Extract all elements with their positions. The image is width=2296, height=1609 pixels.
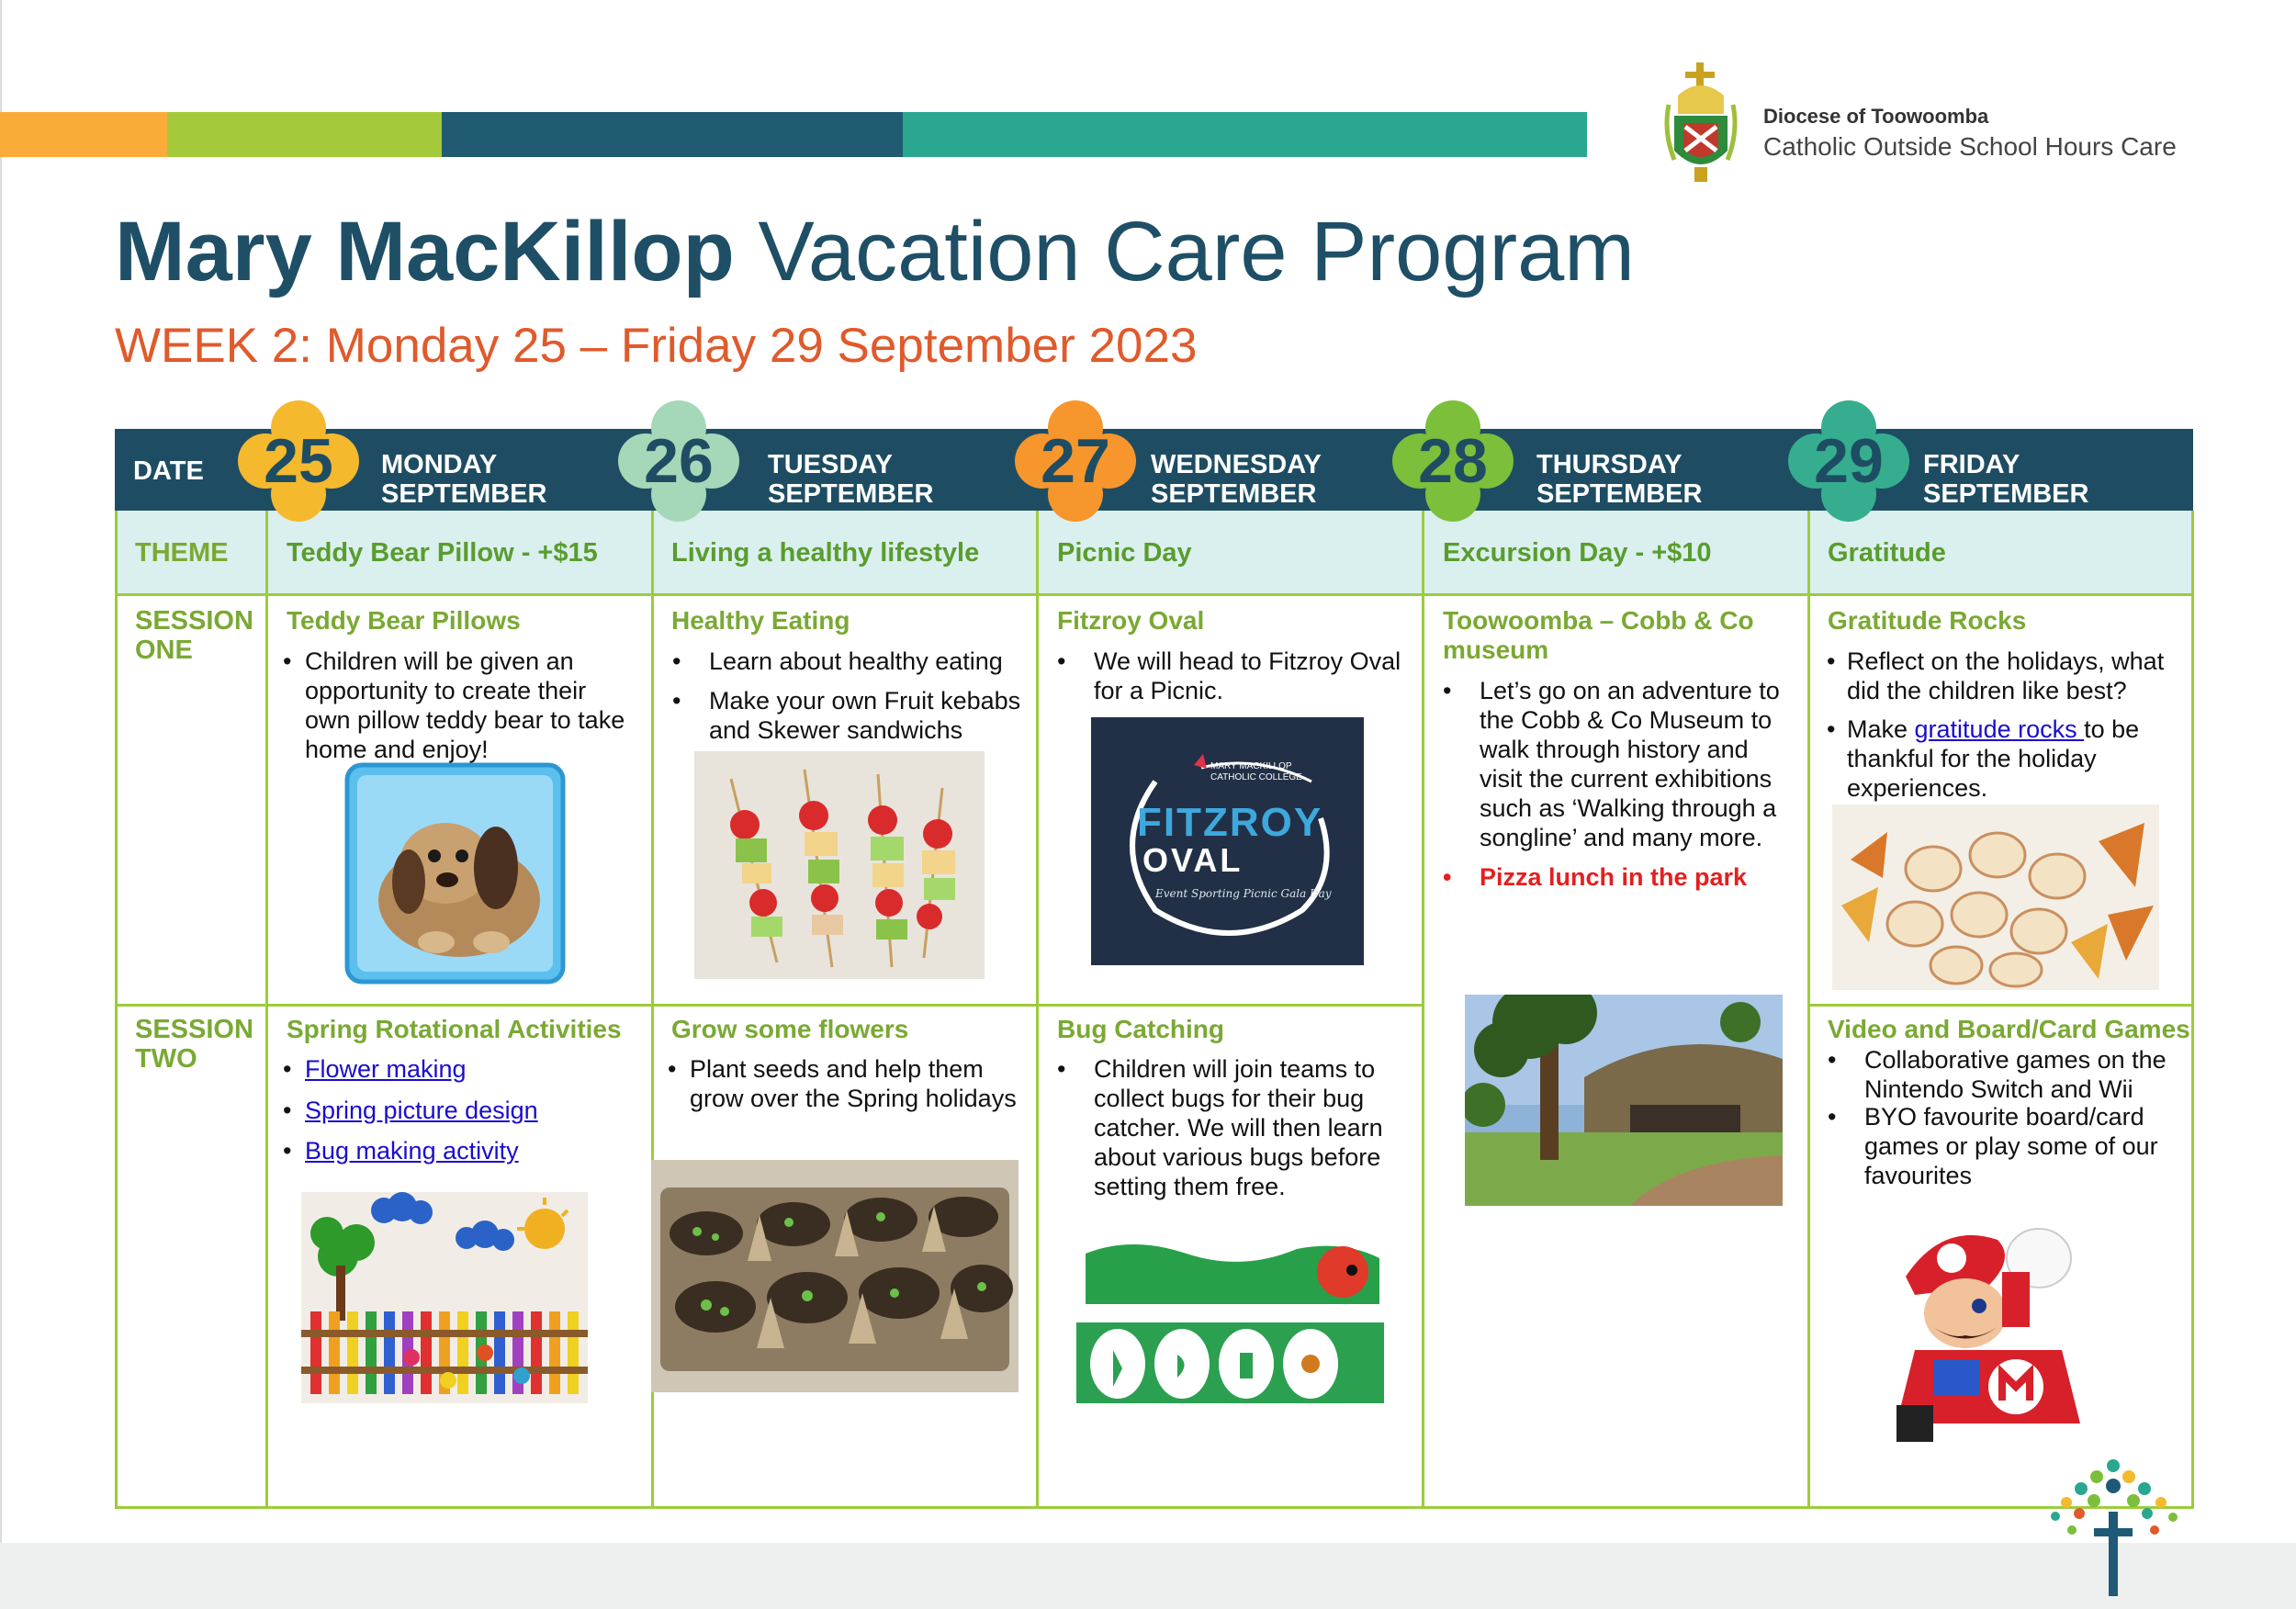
- activity-link-item: [283, 1136, 519, 1165]
- bullet-text: Pizza lunch in the park: [1480, 863, 1748, 891]
- grid-line: [115, 1004, 1424, 1007]
- logo-line-2: OVAL: [1142, 841, 1244, 879]
- day-label: TUESDAY: [768, 450, 893, 479]
- bullet-text: We will head to Fitzroy Oval for a Picnic.: [1094, 647, 1401, 704]
- day-name-tuesday: [768, 450, 933, 509]
- stripe-green: [167, 112, 442, 157]
- bullet-item: [1443, 862, 1796, 892]
- stripe-orange: [0, 112, 167, 157]
- bullet-text: to be thankful for the holiday experiences.: [1847, 715, 2140, 802]
- grid-line: [115, 511, 118, 1509]
- session-one-label: [135, 606, 253, 665]
- grid-line: [1036, 511, 1039, 1509]
- date-number: 27: [1041, 426, 1110, 496]
- bullet-icon: •: [672, 647, 681, 675]
- bullet-icon: •: [283, 647, 292, 675]
- theme-label: THEME: [135, 538, 229, 568]
- bullet-icon: •: [1828, 1046, 1837, 1074]
- logo-small-text: MARY MACKILLOP CATHOLIC COLLEGE: [1210, 761, 1302, 782]
- pillow-pet-image: [344, 762, 566, 985]
- grid-line: [1807, 511, 1810, 1509]
- bullet-item: [1827, 714, 2178, 803]
- gratitude-rocks-link[interactable]: gratitude rocks: [1914, 715, 2085, 743]
- session-label-line: ONE: [135, 636, 193, 665]
- date-label: DATE: [133, 456, 204, 486]
- day-label: WEDNESDAY: [1151, 450, 1322, 479]
- bullet-text: Plant seeds and help them grow over the Spring holidays: [690, 1055, 1017, 1112]
- bullet-text: Children will be given an opportunity to create their own pillow teddy bear to take home and enjoy!: [305, 647, 625, 763]
- bullet-item: [672, 686, 1021, 745]
- bullet-icon: •: [1443, 677, 1452, 704]
- page-edge: [0, 0, 2, 1609]
- session-label-line: TWO: [135, 1044, 197, 1074]
- day-label: FRIDAY: [1923, 450, 2020, 479]
- stripe-navy: [442, 112, 903, 157]
- bullet-text: Reflect on the holidays, what did the children like best?: [1847, 647, 2165, 704]
- bullet-item: [668, 1054, 1020, 1113]
- day-label: MONDAY: [381, 450, 498, 479]
- bullet-icon: •: [668, 1055, 677, 1083]
- bullet-text: Make your own Fruit kebabs and Skewer sandwichs: [709, 687, 1021, 744]
- session-heading: Grow some flowers: [671, 1015, 909, 1043]
- session-heading: Bug Catching: [1057, 1015, 1224, 1043]
- bullet-icon: •: [283, 1137, 292, 1165]
- bullet-item: [283, 647, 636, 764]
- date-number: 26: [644, 426, 714, 496]
- date-number: 25: [264, 426, 333, 496]
- theme-thursday: Excursion Day - +$10: [1443, 538, 1712, 568]
- session-heading: Teddy Bear Pillows: [287, 606, 521, 635]
- seedling-tray-image: [651, 1160, 1019, 1392]
- session-heading: Healthy Eating: [671, 606, 850, 635]
- org-line-2: Catholic Outside School Hours Care: [1763, 132, 2177, 161]
- session-heading: Fitzroy Oval: [1057, 606, 1205, 635]
- session-heading: Gratitude Rocks: [1828, 606, 2027, 635]
- gratitude-rocks-image: [1832, 804, 2159, 990]
- date-flower-25: [238, 400, 359, 522]
- session-label-line: SESSION: [135, 1015, 253, 1044]
- title-bold: Mary MacKillop: [115, 205, 735, 298]
- grid-line: [265, 511, 268, 1509]
- theme-wednesday: Picnic Day: [1057, 538, 1192, 568]
- org-line-1: Diocese of Toowoomba: [1763, 105, 1989, 128]
- bullet-item: [1443, 676, 1796, 852]
- bullet-text: Children will join teams to collect bugs for their bug catcher. We will then learn about various bugs before setting them free.: [1094, 1055, 1383, 1200]
- session-heading: Video and Board/Card Games: [1828, 1015, 2190, 1043]
- bullet-text: Make: [1847, 715, 1915, 743]
- day-label: THURSDAY: [1536, 450, 1683, 479]
- month-label: SEPTEMBER: [1536, 479, 1703, 509]
- date-flower-29: [1788, 400, 1909, 522]
- month-label: SEPTEMBER: [768, 479, 934, 509]
- bullet-item: [672, 647, 1021, 676]
- cobb-co-museum-image: [1465, 995, 1783, 1206]
- day-name-wednesday: [1151, 450, 1322, 509]
- bullet-item: [1828, 1045, 2181, 1104]
- bullet-icon: •: [1057, 1055, 1066, 1083]
- diocese-crest-icon: [1658, 59, 1745, 187]
- theme-friday: Gratitude: [1828, 538, 1946, 568]
- grid-line: [1807, 1004, 2194, 1007]
- bullet-icon: •: [1057, 647, 1066, 675]
- grid-line: [1422, 511, 1424, 1509]
- bullet-icon: •: [1827, 647, 1836, 675]
- bullet-icon: •: [283, 1055, 292, 1083]
- session-label-line: SESSION: [135, 606, 253, 636]
- bullet-item: [1057, 1054, 1406, 1201]
- bullet-text: BYO favourite board/card games or play some of our favourites: [1864, 1103, 2158, 1189]
- month-label: SEPTEMBER: [1923, 479, 2089, 509]
- session-heading: Toowoomba – Cobb & Co museum: [1443, 606, 1754, 664]
- grid-line: [115, 1506, 2194, 1509]
- bullet-item: [1827, 647, 2178, 705]
- session-heading: Spring Rotational Activities: [287, 1015, 622, 1043]
- session-two-label: [135, 1015, 253, 1074]
- bullet-icon: •: [1443, 863, 1452, 891]
- bullet-item: [1828, 1102, 2181, 1190]
- logo-line-1: FITZROY: [1137, 800, 1323, 845]
- title-rest: Vacation Care Program: [758, 205, 1635, 298]
- bullet-text: Collaborative games on the Nintendo Switch and Wii: [1864, 1046, 2167, 1103]
- theme-monday: Teddy Bear Pillow - +$15: [287, 538, 598, 568]
- theme-tuesday: Living a healthy lifestyle: [671, 538, 980, 568]
- date-flower-26: [618, 400, 739, 522]
- spring-picture-image: [301, 1192, 588, 1403]
- bullet-text: Let’s go on an adventure to the Cobb & Co Museum to walk through history and visit the current exhibitions such as ‘Walking through a songline’ and many more.: [1480, 677, 1780, 851]
- bug-making-link[interactable]: Bug making activity: [305, 1137, 519, 1165]
- bullet-icon: •: [1828, 1103, 1837, 1131]
- day-name-thursday: [1536, 450, 1702, 509]
- date-number: 29: [1814, 426, 1884, 496]
- spring-picture-link[interactable]: Spring picture design: [305, 1097, 538, 1124]
- bullet-icon: •: [283, 1097, 292, 1124]
- fitzroy-oval-logo: [1091, 717, 1364, 965]
- date-flower-28: [1392, 400, 1514, 522]
- page-subtitle: WEEK 2: Monday 25 – Friday 29 September 2023: [115, 319, 1198, 373]
- month-label: SEPTEMBER: [1151, 479, 1317, 509]
- bullet-text: Learn about healthy eating: [709, 647, 1003, 675]
- month-label: SEPTEMBER: [381, 479, 547, 509]
- day-name-monday: [381, 450, 546, 509]
- logo-script: Event Sporting Picnic Gala Day: [1155, 887, 1332, 900]
- bullet-item: [1057, 647, 1406, 705]
- fruit-kebab-image: [694, 751, 985, 979]
- bullet-icon: •: [672, 687, 681, 714]
- date-flower-27: [1015, 400, 1136, 522]
- stripe-teal: [903, 112, 1587, 157]
- activity-link-item: [283, 1054, 467, 1084]
- bug-catcher-image: [1076, 1235, 1384, 1408]
- mario-kart-image: [1878, 1221, 2114, 1451]
- footer-band: [0, 1543, 2296, 1609]
- grid-line: [2191, 511, 2194, 1509]
- date-number: 28: [1418, 426, 1488, 496]
- flower-making-link[interactable]: Flower making: [305, 1055, 467, 1083]
- page-title: [115, 204, 1635, 300]
- activity-link-item: [283, 1096, 538, 1125]
- day-name-friday: [1923, 450, 2088, 509]
- bullet-icon: •: [1827, 715, 1836, 743]
- tree-logo-icon: [2046, 1457, 2184, 1596]
